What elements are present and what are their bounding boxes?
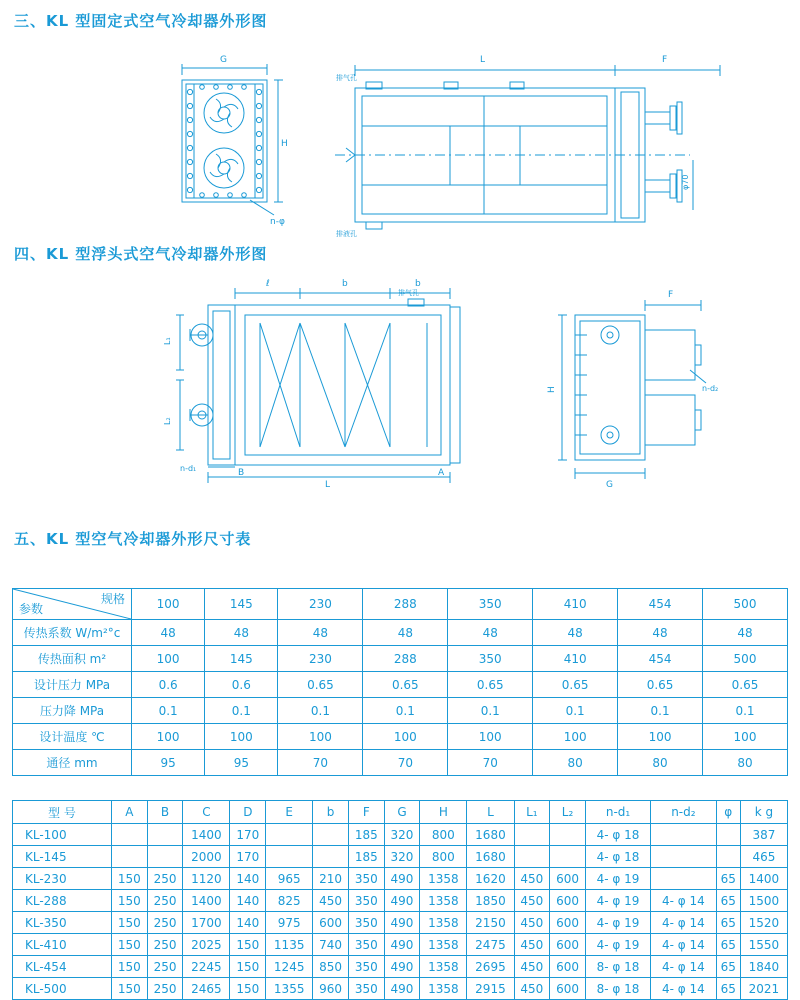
table-row bbox=[13, 912, 788, 934]
spec-corner-cell bbox=[13, 589, 132, 620]
dim-cell: 975 bbox=[266, 912, 313, 934]
fig3-label-drain: 排液孔 bbox=[336, 230, 357, 238]
fig4-label-F: F bbox=[668, 290, 674, 300]
dim-header-10: L bbox=[467, 801, 514, 824]
dim-cell: 1358 bbox=[420, 956, 467, 978]
dim-cell: 4- φ 19 bbox=[585, 890, 650, 912]
dim-cell: 1400 bbox=[183, 824, 230, 846]
spec-cell: 350 bbox=[448, 646, 533, 672]
dim-cell: 490 bbox=[384, 912, 420, 934]
spec-cell: 410 bbox=[533, 646, 618, 672]
dim-cell: 600 bbox=[550, 868, 586, 890]
fig4-label-b2: b bbox=[415, 279, 421, 289]
spec-cell: 48 bbox=[703, 620, 788, 646]
spec-cell: 100 bbox=[278, 724, 363, 750]
dim-cell: 4- φ 14 bbox=[651, 934, 716, 956]
section-title-five: 五、KL 型空气冷却器外形尺寸表 bbox=[14, 530, 252, 548]
dim-cell: 210 bbox=[313, 868, 349, 890]
dim-cell: 2465 bbox=[183, 978, 230, 1000]
dim-cell: 350 bbox=[348, 890, 384, 912]
spec-col-3: 288 bbox=[363, 589, 448, 620]
spec-cell: 0.1 bbox=[363, 698, 448, 724]
spec-cell: 70 bbox=[278, 750, 363, 776]
dim-cell: 1358 bbox=[420, 868, 467, 890]
fig3-label-H: H bbox=[281, 139, 288, 149]
dim-cell: 185 bbox=[348, 846, 384, 868]
dim-cell bbox=[147, 824, 183, 846]
spec-cell: 48 bbox=[618, 620, 703, 646]
dim-cell: 1358 bbox=[420, 978, 467, 1000]
spec-cell: 95 bbox=[132, 750, 205, 776]
spec-cell: 70 bbox=[363, 750, 448, 776]
dim-cell: 600 bbox=[313, 912, 349, 934]
fig4-label-B: B bbox=[238, 468, 245, 478]
spec-cell: 70 bbox=[448, 750, 533, 776]
dim-cell: 140 bbox=[230, 912, 266, 934]
dim-cell: 150 bbox=[112, 912, 148, 934]
table-row bbox=[13, 956, 788, 978]
dim-cell: 1245 bbox=[266, 956, 313, 978]
spec-cell: 0.1 bbox=[205, 698, 278, 724]
dim-cell: 1680 bbox=[467, 824, 514, 846]
spec-table bbox=[12, 588, 788, 776]
dim-cell: 450 bbox=[514, 912, 550, 934]
spec-cell: 288 bbox=[363, 646, 448, 672]
dim-model-cell: KL-288 bbox=[13, 890, 112, 912]
dim-cell: 350 bbox=[348, 978, 384, 1000]
dim-cell: 450 bbox=[514, 868, 550, 890]
spec-cell: 230 bbox=[278, 646, 363, 672]
table-row bbox=[13, 724, 788, 750]
dim-cell bbox=[313, 846, 349, 868]
spec-cell: 100 bbox=[618, 724, 703, 750]
dim-cell: 65 bbox=[716, 956, 740, 978]
dim-cell: 4- φ 14 bbox=[651, 956, 716, 978]
dim-cell: 450 bbox=[514, 956, 550, 978]
dim-cell: 450 bbox=[313, 890, 349, 912]
dim-cell bbox=[651, 868, 716, 890]
figure-floating-head-air-cooler bbox=[150, 275, 790, 490]
spec-col-6: 454 bbox=[618, 589, 703, 620]
fig4-label-L: L bbox=[325, 480, 331, 490]
dim-cell: 1355 bbox=[266, 978, 313, 1000]
section-title-four: 四、KL 型浮头式空气冷却器外形图 bbox=[14, 245, 268, 263]
spec-cell: 80 bbox=[533, 750, 618, 776]
dim-cell: 1400 bbox=[183, 890, 230, 912]
dim-cell bbox=[266, 824, 313, 846]
table-row bbox=[13, 620, 788, 646]
dim-cell: 250 bbox=[147, 978, 183, 1000]
dim-cell: 65 bbox=[716, 934, 740, 956]
spec-cell: 48 bbox=[363, 620, 448, 646]
spec-cell: 48 bbox=[448, 620, 533, 646]
dim-cell bbox=[550, 824, 586, 846]
spec-cell: 48 bbox=[533, 620, 618, 646]
dim-header-11: L₁ bbox=[514, 801, 550, 824]
spec-cell: 0.1 bbox=[703, 698, 788, 724]
dim-cell: 65 bbox=[716, 912, 740, 934]
fig4-label-n-d2: n-d₂ bbox=[702, 384, 719, 393]
spec-row-label-4: 设计温度 ℃ bbox=[13, 724, 132, 750]
dim-cell: 2695 bbox=[467, 956, 514, 978]
dim-model-cell: KL-100 bbox=[13, 824, 112, 846]
table-row bbox=[13, 698, 788, 724]
dim-cell: 250 bbox=[147, 912, 183, 934]
dim-cell: 960 bbox=[313, 978, 349, 1000]
dim-cell: 800 bbox=[420, 846, 467, 868]
table-row bbox=[13, 868, 788, 890]
dim-cell: 490 bbox=[384, 890, 420, 912]
dim-cell: 170 bbox=[230, 846, 266, 868]
dim-header-2: B bbox=[147, 801, 183, 824]
dim-cell: 387 bbox=[740, 824, 787, 846]
dim-cell: 600 bbox=[550, 978, 586, 1000]
dim-header-7: F bbox=[348, 801, 384, 824]
dim-cell: 150 bbox=[112, 890, 148, 912]
dim-header-16: k g bbox=[740, 801, 787, 824]
fig3-label-G: G bbox=[220, 55, 227, 65]
dim-cell: 350 bbox=[348, 912, 384, 934]
spec-cell: 100 bbox=[703, 724, 788, 750]
dim-cell: 185 bbox=[348, 824, 384, 846]
dim-cell: 150 bbox=[112, 934, 148, 956]
spec-col-2: 230 bbox=[278, 589, 363, 620]
table-row bbox=[13, 978, 788, 1000]
spec-corner-spec: 规格 bbox=[100, 592, 125, 606]
dim-header-15: φ bbox=[716, 801, 740, 824]
dim-cell bbox=[147, 846, 183, 868]
dim-cell: 4- φ 18 bbox=[585, 824, 650, 846]
figure-fixed-air-cooler bbox=[150, 40, 790, 238]
dim-cell: 800 bbox=[420, 824, 467, 846]
table-row bbox=[13, 672, 788, 698]
spec-cell: 0.1 bbox=[618, 698, 703, 724]
spec-cell: 454 bbox=[618, 646, 703, 672]
dim-cell: 600 bbox=[550, 956, 586, 978]
spec-col-0: 100 bbox=[132, 589, 205, 620]
spec-col-5: 410 bbox=[533, 589, 618, 620]
spec-cell: 0.1 bbox=[533, 698, 618, 724]
spec-cell: 145 bbox=[205, 646, 278, 672]
dim-cell: 825 bbox=[266, 890, 313, 912]
dim-cell: 1850 bbox=[467, 890, 514, 912]
dim-cell: 1840 bbox=[740, 956, 787, 978]
dim-cell: 850 bbox=[313, 956, 349, 978]
spec-row-label-0: 传热系数 W/m²°c bbox=[13, 620, 132, 646]
dim-cell: 1358 bbox=[420, 890, 467, 912]
dim-model-cell: KL-410 bbox=[13, 934, 112, 956]
dim-cell: 150 bbox=[230, 934, 266, 956]
fig4-label-L2: L₂ bbox=[163, 417, 172, 425]
fig4-label-n-d1: n-d₁ bbox=[180, 464, 197, 473]
dim-cell: 490 bbox=[384, 956, 420, 978]
fig3-label-phi70: φ70 bbox=[681, 174, 690, 190]
dim-cell: 350 bbox=[348, 934, 384, 956]
spec-cell: 0.65 bbox=[278, 672, 363, 698]
dim-header-3: C bbox=[183, 801, 230, 824]
fig3-label-n-phi: n-φ bbox=[270, 217, 285, 227]
dim-cell: 250 bbox=[147, 956, 183, 978]
spec-cell: 100 bbox=[363, 724, 448, 750]
dim-cell: 2000 bbox=[183, 846, 230, 868]
dim-cell: 490 bbox=[384, 934, 420, 956]
spec-cell: 48 bbox=[278, 620, 363, 646]
dim-cell: 2025 bbox=[183, 934, 230, 956]
spec-row-label-5: 通径 mm bbox=[13, 750, 132, 776]
fig3-label-L: L bbox=[480, 55, 486, 65]
dim-cell bbox=[313, 824, 349, 846]
dim-cell: 2915 bbox=[467, 978, 514, 1000]
table-row bbox=[13, 846, 788, 868]
table-row bbox=[13, 934, 788, 956]
dim-model-cell: KL-230 bbox=[13, 868, 112, 890]
dim-cell bbox=[112, 846, 148, 868]
dim-cell bbox=[716, 824, 740, 846]
spec-cell: 95 bbox=[205, 750, 278, 776]
dim-cell: 150 bbox=[230, 978, 266, 1000]
dim-header-13: n-d₁ bbox=[585, 801, 650, 824]
dim-cell: 1400 bbox=[740, 868, 787, 890]
spec-cell: 80 bbox=[618, 750, 703, 776]
dim-cell: 465 bbox=[740, 846, 787, 868]
dim-cell: 2150 bbox=[467, 912, 514, 934]
dim-cell: 1680 bbox=[467, 846, 514, 868]
spec-row-label-1: 传热面积 m² bbox=[13, 646, 132, 672]
spec-cell: 500 bbox=[703, 646, 788, 672]
dim-cell: 490 bbox=[384, 868, 420, 890]
spec-cell: 0.1 bbox=[278, 698, 363, 724]
dim-model-cell: KL-350 bbox=[13, 912, 112, 934]
dim-cell: 4- φ 18 bbox=[585, 846, 650, 868]
dim-cell bbox=[550, 846, 586, 868]
spec-cell: 100 bbox=[132, 646, 205, 672]
table-row bbox=[13, 890, 788, 912]
spec-row-label-3: 压力降 MPa bbox=[13, 698, 132, 724]
dim-header-1: A bbox=[112, 801, 148, 824]
table-row-header bbox=[13, 589, 788, 620]
spec-cell: 80 bbox=[703, 750, 788, 776]
fig4-label-A: A bbox=[438, 468, 445, 478]
spec-cell: 0.6 bbox=[205, 672, 278, 698]
spec-cell: 0.1 bbox=[448, 698, 533, 724]
spec-cell: 0.65 bbox=[533, 672, 618, 698]
dim-cell: 150 bbox=[112, 868, 148, 890]
spec-cell: 100 bbox=[132, 724, 205, 750]
fig3-label-F: F bbox=[662, 55, 668, 65]
dim-cell: 150 bbox=[112, 956, 148, 978]
spec-cell: 0.65 bbox=[448, 672, 533, 698]
dim-cell: 450 bbox=[514, 978, 550, 1000]
dim-header-6: b bbox=[313, 801, 349, 824]
dim-cell: 1500 bbox=[740, 890, 787, 912]
spec-cell: 0.65 bbox=[618, 672, 703, 698]
dim-cell: 1135 bbox=[266, 934, 313, 956]
dim-cell: 1620 bbox=[467, 868, 514, 890]
dim-cell: 1550 bbox=[740, 934, 787, 956]
spec-col-1: 145 bbox=[205, 589, 278, 620]
dim-cell: 1358 bbox=[420, 912, 467, 934]
dim-cell: 4- φ 19 bbox=[585, 934, 650, 956]
dim-cell: 1520 bbox=[740, 912, 787, 934]
fig4-label-b1: b bbox=[342, 279, 348, 289]
spec-cell: 0.65 bbox=[363, 672, 448, 698]
dim-cell: 65 bbox=[716, 890, 740, 912]
fig4-label-vent: 排气孔 bbox=[398, 289, 419, 297]
dim-cell: 2021 bbox=[740, 978, 787, 1000]
dim-cell: 740 bbox=[313, 934, 349, 956]
dim-cell: 1700 bbox=[183, 912, 230, 934]
fig4-label-l: ℓ bbox=[266, 279, 270, 289]
dim-cell: 350 bbox=[348, 868, 384, 890]
dim-cell: 600 bbox=[550, 912, 586, 934]
dim-cell bbox=[651, 846, 716, 868]
dim-cell: 65 bbox=[716, 868, 740, 890]
dim-cell: 150 bbox=[112, 978, 148, 1000]
dim-model-cell: KL-145 bbox=[13, 846, 112, 868]
dim-header-0: 型 号 bbox=[13, 801, 112, 824]
dim-cell: 2475 bbox=[467, 934, 514, 956]
spec-cell: 48 bbox=[205, 620, 278, 646]
dim-cell: 965 bbox=[266, 868, 313, 890]
dim-cell: 8- φ 18 bbox=[585, 956, 650, 978]
dim-cell bbox=[514, 824, 550, 846]
dim-cell: 65 bbox=[716, 978, 740, 1000]
dim-cell: 4- φ 14 bbox=[651, 890, 716, 912]
spec-col-4: 350 bbox=[448, 589, 533, 620]
dim-cell: 350 bbox=[348, 956, 384, 978]
dimension-table bbox=[12, 800, 788, 1000]
dim-cell: 4- φ 14 bbox=[651, 978, 716, 1000]
dim-cell: 250 bbox=[147, 890, 183, 912]
spec-cell: 100 bbox=[205, 724, 278, 750]
spec-cell: 0.65 bbox=[703, 672, 788, 698]
fig3-label-vent: 排气孔 bbox=[336, 74, 357, 82]
dim-cell: 320 bbox=[384, 846, 420, 868]
dim-cell: 4- φ 14 bbox=[651, 912, 716, 934]
fig4-label-G: G bbox=[606, 480, 613, 490]
spec-col-7: 500 bbox=[703, 589, 788, 620]
dim-cell: 1120 bbox=[183, 868, 230, 890]
dim-cell: 4- φ 19 bbox=[585, 868, 650, 890]
dim-cell: 490 bbox=[384, 978, 420, 1000]
fig4-label-L1: L₁ bbox=[163, 337, 172, 345]
section-title-three: 三、KL 型固定式空气冷却器外形图 bbox=[14, 12, 268, 30]
dim-cell: 140 bbox=[230, 868, 266, 890]
dim-cell: 1358 bbox=[420, 934, 467, 956]
spec-cell: 48 bbox=[132, 620, 205, 646]
dim-model-cell: KL-454 bbox=[13, 956, 112, 978]
dim-cell: 170 bbox=[230, 824, 266, 846]
spec-cell: 100 bbox=[533, 724, 618, 750]
dim-cell bbox=[266, 846, 313, 868]
dim-header-8: G bbox=[384, 801, 420, 824]
dim-cell: 450 bbox=[514, 890, 550, 912]
dim-cell: 600 bbox=[550, 934, 586, 956]
dim-cell bbox=[112, 824, 148, 846]
spec-row-label-2: 设计压力 MPa bbox=[13, 672, 132, 698]
dim-cell: 140 bbox=[230, 890, 266, 912]
dim-cell: 450 bbox=[514, 934, 550, 956]
dim-model-cell: KL-500 bbox=[13, 978, 112, 1000]
fig4-label-H: H bbox=[547, 386, 557, 393]
table-row bbox=[13, 824, 788, 846]
dim-header-12: L₂ bbox=[550, 801, 586, 824]
dim-cell bbox=[651, 824, 716, 846]
spec-cell: 100 bbox=[448, 724, 533, 750]
dim-cell: 4- φ 19 bbox=[585, 912, 650, 934]
dim-cell: 2245 bbox=[183, 956, 230, 978]
dim-header-5: E bbox=[266, 801, 313, 824]
dim-cell: 150 bbox=[230, 956, 266, 978]
dim-cell: 600 bbox=[550, 890, 586, 912]
table-row bbox=[13, 750, 788, 776]
dim-header-4: D bbox=[230, 801, 266, 824]
table-row bbox=[13, 646, 788, 672]
table-row-header bbox=[13, 801, 788, 824]
spec-cell: 0.1 bbox=[132, 698, 205, 724]
dim-cell: 250 bbox=[147, 868, 183, 890]
dim-header-9: H bbox=[420, 801, 467, 824]
dim-cell: 320 bbox=[384, 824, 420, 846]
dim-cell: 8- φ 18 bbox=[585, 978, 650, 1000]
spec-cell: 0.6 bbox=[132, 672, 205, 698]
dim-cell bbox=[716, 846, 740, 868]
dim-header-14: n-d₂ bbox=[651, 801, 716, 824]
dim-cell: 250 bbox=[147, 934, 183, 956]
spec-corner-param: 参数 bbox=[19, 602, 44, 616]
dim-cell bbox=[514, 846, 550, 868]
